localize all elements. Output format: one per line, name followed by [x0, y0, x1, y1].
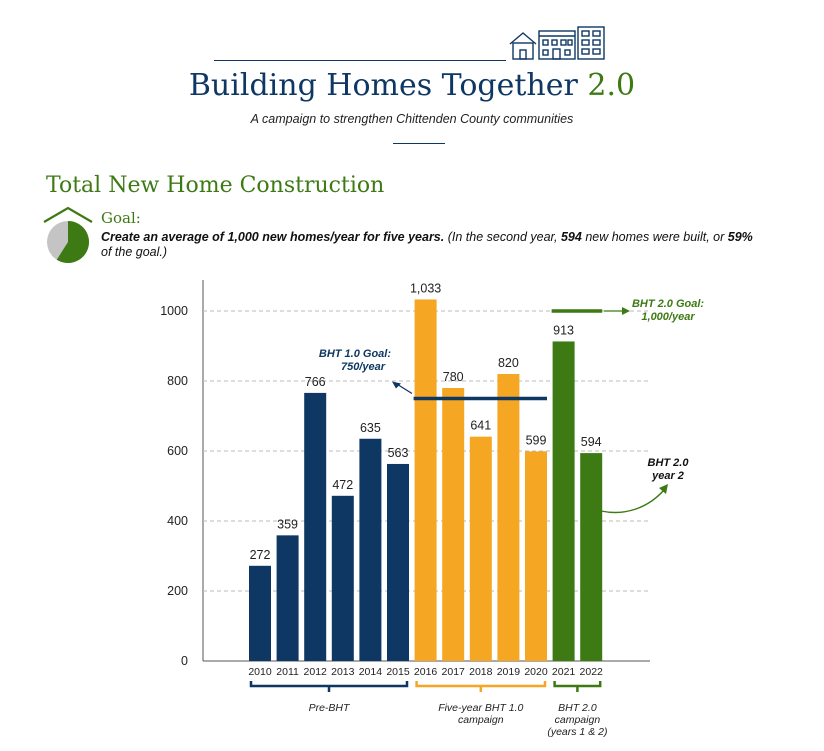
- x-tick-label: 2021: [551, 666, 576, 678]
- bar: [304, 393, 326, 661]
- annotation-line1: BHT 2.0: [647, 457, 689, 469]
- goal-label-bht2-line2: 1,000/year: [641, 311, 695, 323]
- group-label: BHT 2.0: [558, 702, 597, 714]
- bar-value-label: 272: [249, 547, 271, 562]
- bars-layer: [249, 299, 602, 661]
- bar-value-label: 594: [580, 435, 602, 450]
- y-tick-label: 200: [167, 584, 188, 598]
- goal-normal-2: new homes were built, or: [581, 230, 728, 244]
- bar-value-label: 766: [304, 374, 326, 389]
- bar: [387, 464, 409, 661]
- bar-value-label: 820: [497, 356, 519, 370]
- x-tick-label: 2020: [524, 666, 548, 678]
- x-tick-label: 2015: [386, 666, 410, 678]
- goal-label-bht1-line1: BHT 1.0 Goal:: [318, 348, 391, 360]
- bar: [525, 451, 547, 661]
- group-bracket: [555, 681, 601, 686]
- y-tick-label: 800: [167, 374, 188, 388]
- group-bracket: [417, 681, 545, 686]
- bar: [249, 566, 271, 661]
- bar-value-label: 1,033: [409, 281, 442, 296]
- goal-bold-2: 594: [560, 230, 582, 244]
- bar-value-label: 780: [442, 370, 464, 384]
- bar: [359, 439, 381, 661]
- x-tick-label: 2019: [496, 666, 521, 678]
- x-tick-label: 2010: [248, 666, 272, 678]
- x-tick-label: 2012: [303, 666, 327, 678]
- bar: [442, 388, 464, 661]
- annotation-arrow: [601, 490, 664, 512]
- x-tick-label: 2013: [331, 666, 355, 678]
- section-title: Total New Home Construction: [46, 173, 385, 198]
- title-version: 2.0: [587, 68, 636, 103]
- goal-label-bht1-line2: 750/year: [340, 361, 385, 373]
- x-tick-label: 2017: [441, 666, 465, 678]
- bar-value-label: 635: [359, 420, 381, 435]
- goal-bold-1: Create an average of 1,000 new homes/year for five years.: [101, 230, 445, 244]
- goal-arrowhead-bht2: [622, 307, 630, 315]
- bar: [553, 341, 575, 661]
- y-tick-label: 400: [167, 514, 188, 528]
- annotation-line2: year 2: [652, 470, 684, 482]
- group-label: campaign: [458, 714, 504, 726]
- bar-value-label: 472: [332, 477, 354, 492]
- x-tick-label: 2014: [358, 666, 383, 678]
- title-main: Building Homes Together: [188, 68, 578, 103]
- bar: [470, 437, 492, 661]
- bar: [580, 453, 602, 661]
- goal-label: Goal:: [101, 209, 141, 227]
- x-tick-label: 2016: [413, 666, 438, 678]
- y-tick-label: 600: [167, 444, 188, 458]
- bar: [415, 299, 437, 661]
- bar: [277, 535, 299, 661]
- goal-bold-3: 59%: [727, 230, 753, 244]
- goal-arrowhead-bht1: [392, 382, 401, 389]
- y-tick-label: 0: [181, 654, 188, 668]
- annotation-arrowhead: [659, 484, 668, 494]
- bar-value-label: 563: [387, 445, 409, 460]
- bar-value-label: 599: [525, 433, 547, 448]
- bar: [497, 374, 519, 661]
- group-label: campaign: [554, 714, 601, 726]
- bar-value-label: 641: [470, 418, 492, 433]
- bar-value-label: 359: [277, 517, 299, 532]
- bar: [332, 496, 354, 661]
- goal-normal-3: of the goal.): [101, 245, 168, 259]
- group-label: Five-year BHT 1.0: [438, 702, 524, 714]
- goal-label-bht2-line1: BHT 2.0 Goal:: [631, 298, 705, 310]
- bar-value-label: 913: [553, 323, 575, 338]
- goal-normal-1: (In the second year,: [444, 230, 561, 244]
- x-tick-label: 2011: [276, 666, 299, 678]
- group-label: Pre-BHT: [308, 702, 350, 714]
- group-bracket: [251, 681, 407, 686]
- page-subtitle: A campaign to strengthen Chittenden County communities: [250, 112, 574, 126]
- x-tick-label: 2018: [469, 666, 493, 678]
- y-tick-label: 1000: [160, 304, 188, 318]
- x-tick-label: 2022: [579, 666, 603, 678]
- group-label: (years 1 & 2): [547, 726, 608, 738]
